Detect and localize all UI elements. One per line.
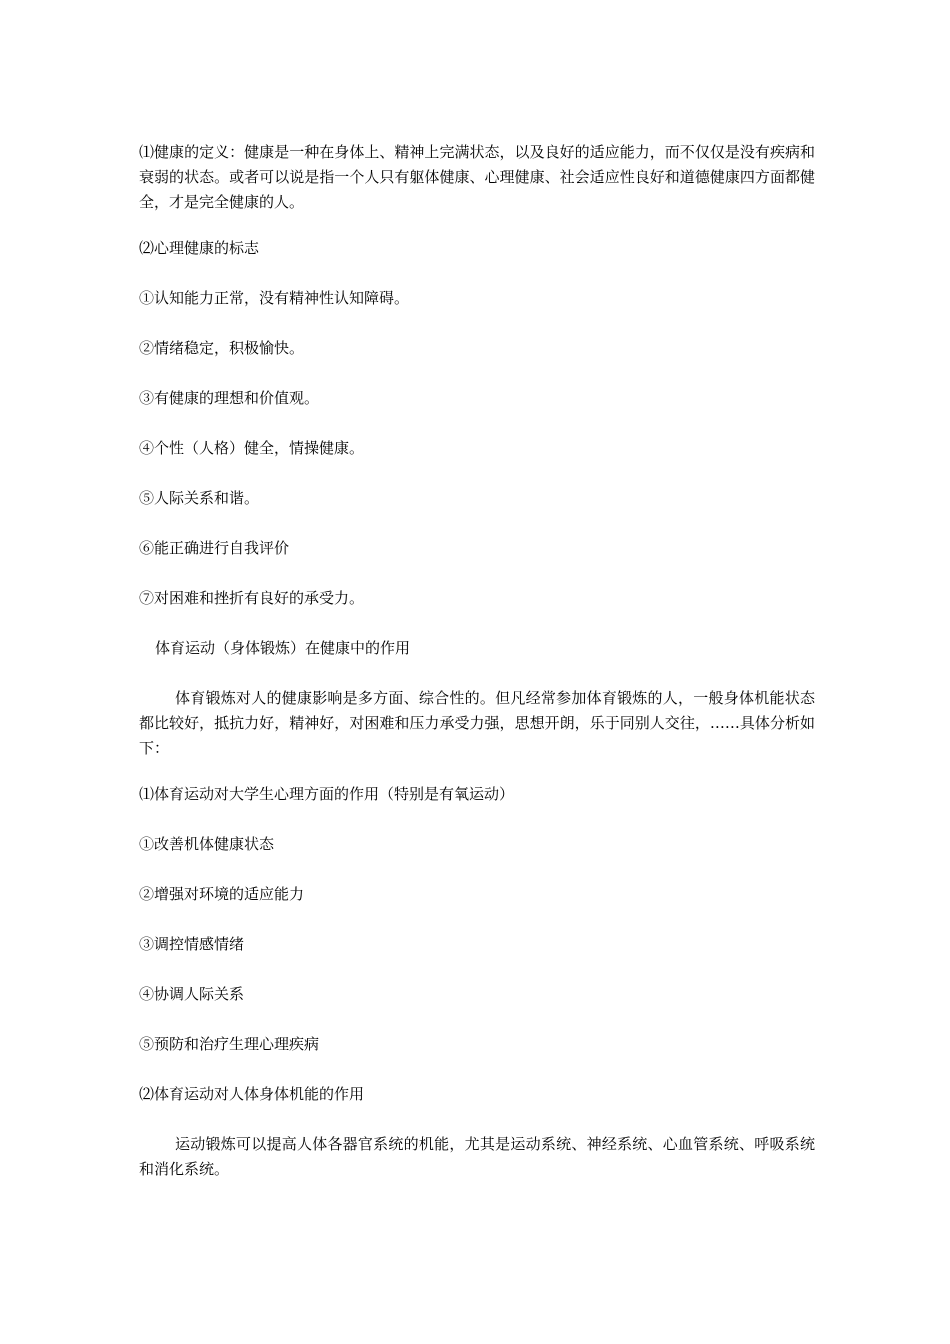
list-item: ⑤人际关系和谐。: [139, 489, 260, 507]
list-item: ④协调人际关系: [139, 985, 245, 1003]
exercise-impact-paragraph: 体育锻炼对人的健康影响是多方面、综合性的。但凡经常参加体育锻炼的人，一般身体机能状态都比较好，抵抗力好，精神好，对困难和压力承受力强，思想开朗，乐于同别人交往，……具体分析如下：: [139, 689, 815, 757]
psychological-effects-heading: ⑴体育运动对大学生心理方面的作用（特别是有氧运动）: [139, 785, 515, 803]
list-item: ②增强对环境的适应能力: [139, 885, 305, 903]
list-item: ①认知能力正常，没有精神性认知障碍。: [139, 289, 410, 307]
list-item: ③有健康的理想和价值观。: [139, 389, 320, 407]
section-heading-exercise-role: 体育运动（身体锻炼）在健康中的作用: [155, 639, 411, 657]
list-item: ③调控情感情绪: [139, 935, 245, 953]
list-item: ②情绪稳定，积极愉快。: [139, 339, 305, 357]
organ-systems-paragraph: 运动锻炼可以提高人体各器官系统的机能，尤其是运动系统、神经系统、心血管系统、呼吸系统和消化系统。: [139, 1135, 815, 1178]
document-body: [139, 140, 815, 1182]
list-item: ⑤预防和治疗生理心理疾病: [139, 1035, 320, 1053]
list-item: ⑦对困难和挫折有良好的承受力。: [139, 589, 365, 607]
list-item: ⑥能正确进行自我评价: [139, 539, 290, 557]
list-item: ①改善机体健康状态: [139, 835, 275, 853]
health-definition-paragraph: ⑴健康的定义：健康是一种在身体上、精神上完满状态，以及良好的适应能力，而不仅仅是没有疾病和衰弱的状态。或者可以说是指一个人只有躯体健康、心理健康、社会适应性良好和道德健康四方面都健全，才是完全健康的人。: [139, 143, 815, 211]
mental-health-signs-heading: ⑵心理健康的标志: [139, 239, 260, 257]
list-item: ④个性（人格）健全，情操健康。: [139, 439, 365, 457]
physical-effects-heading: ⑵体育运动对人体身体机能的作用: [139, 1085, 365, 1103]
